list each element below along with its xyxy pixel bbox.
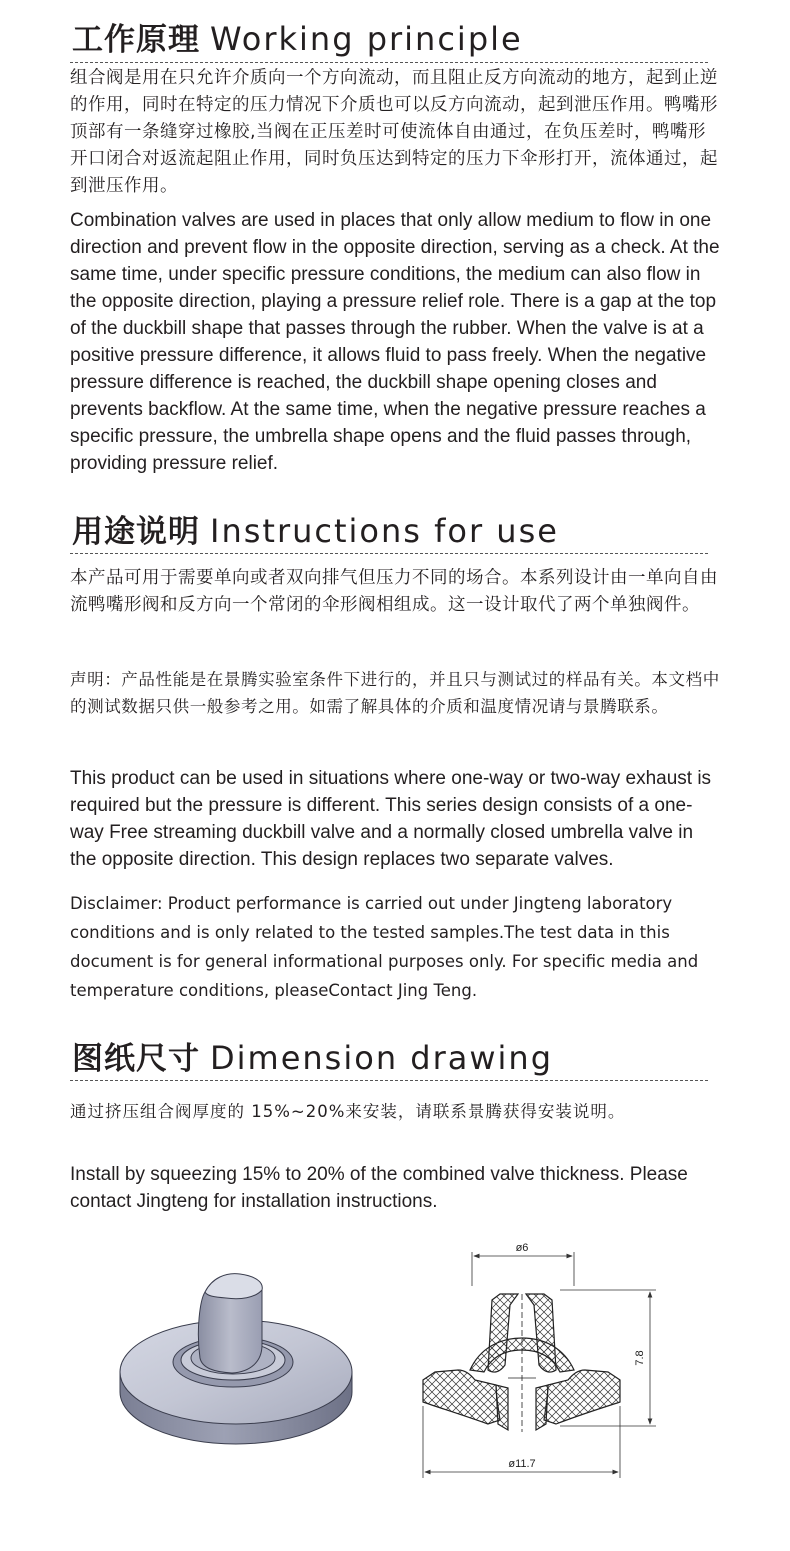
disclaimer-text-zh: 声明：产品性能是在景腾实验室条件下进行的，并且只与测试过的样品有关。本文档中的测试数据只供一般参考之用。如需了解具体的介质和温度情况请与景腾联系。 — [70, 670, 720, 716]
instructions-heading-zh: 用途说明 — [72, 514, 200, 550]
working-principle-text-en: Combination valves are used in places that only allow medium to flow in one direction and prevent flow in the opposite direction, serving as a check. At the same time, under specific pressure conditions, the medium can also flow in the opposite direction, playing a pressure relief role. There is a gap at the top of the duckbill shape that passes through the rubber. When the valve is at a positive pressure difference, it allows fluid to pass freely. When the negative pressure difference is reached, the duckbill shape opening closes and prevents backflow. At the same time, when the negative pressure reaches a specific pressure, the umbrella shape opens and the fluid passes through, providing pressure relief. — [70, 210, 720, 474]
working-principle-heading-en: Working principle — [210, 20, 523, 58]
instructions-heading-en: Instructions for use — [210, 512, 559, 550]
dimension-text-en: Install by squeezing 15% to 20% of the combined valve thickness. Please contact Jingteng for installation instructions. — [70, 1164, 688, 1212]
valve-cross-section — [423, 1242, 656, 1478]
working-principle-heading-zh: 工作原理 — [72, 22, 200, 58]
dimension-heading-en: Dimension drawing — [210, 1039, 553, 1077]
dimension-height-label: 7.8 — [634, 1350, 646, 1366]
dimension-top-label: ø6 — [515, 1242, 529, 1254]
valve-3d-render — [120, 1274, 352, 1444]
dimension-heading-zh: 图纸尺寸 — [72, 1041, 200, 1077]
instructions-text-en: This product can be used in situations where one-way or two-way exhaust is required but the pressure is different. This series design consists of a one-way Free streaming duckbill valve and a normally closed umbrella valve in the opposite direction. This design replaces two separate valves. — [70, 768, 712, 870]
dimension-bottom-label: ø11.7 — [508, 1458, 536, 1470]
disclaimer-text-en: Disclaimer: Product performance is carried out under Jingteng laboratory conditions and is only related to the tested samples.The test data in this document is for general informational purposes only. For specific media and temperature conditions, pleaseContact Jing Teng. — [70, 894, 699, 1000]
dimension-text-zh: 通过挤压组合阀厚度的 15%~20%来安装，请联系景腾获得安装说明。 — [70, 1102, 626, 1121]
working-principle-text-zh: 组合阀是用在只允许介质向一个方向流动，而且阻止反方向流动的地方，起到止逆的作用，同时在特定的压力情况下介质也可以反方向流动，起到泄压作用。鸭嘴形顶部有一条缝穿过橡胶,当阀在正压差时可使流体自由通过，在负压差时，鸭嘴形开口闭合对返流起阻止作用，同时负压达到特定的压力下伞形打开，流体通过，起到泄压作用。 — [70, 68, 718, 196]
instructions-text-zh: 本产品可用于需要单向或者双向排气但压力不同的场合。本系列设计由一单向自由流鸭嘴形阀和反方向一个常闭的伞形阀相组成。这一设计取代了两个单独阀件。 — [70, 568, 718, 615]
